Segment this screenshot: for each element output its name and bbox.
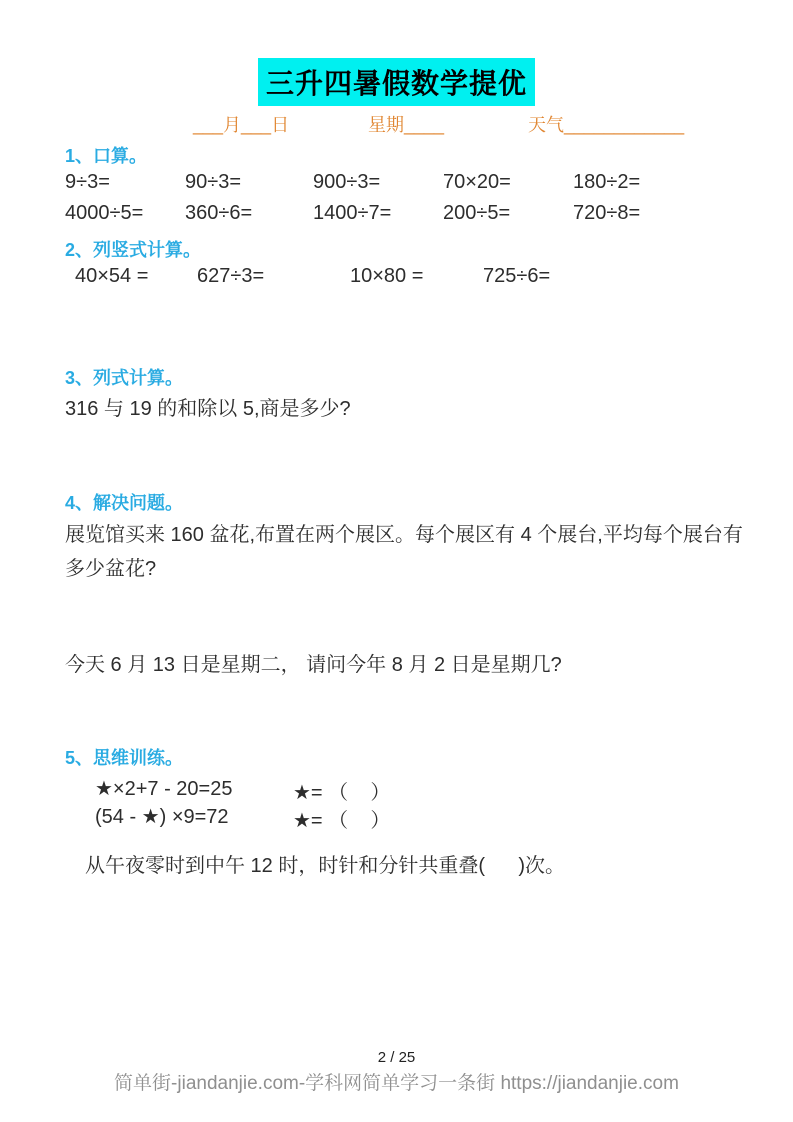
oral-math-row-2: [65, 202, 755, 225]
star-equation: ★×2+7 - 20=25: [95, 778, 233, 800]
word-problem-weekday: 今天 6 月 13 日是星期二， 请问今年 8 月 2 日是星期几?: [65, 654, 562, 676]
math-problem: 720÷8=: [573, 202, 641, 224]
title-row: [0, 58, 793, 106]
math-problem: 10×80 =: [350, 265, 424, 287]
math-problem: 200÷5=: [443, 202, 511, 224]
star-answer-blank: ★= （ ）: [293, 810, 391, 832]
math-problem: 4000÷5=: [65, 202, 144, 224]
vertical-math-row: [75, 265, 735, 288]
star-equation: (54 - ★) ×9=72: [95, 806, 229, 828]
section-5-heading: 5、思维训练。: [65, 748, 184, 768]
date-month-day-blank: ___月___日: [193, 115, 290, 135]
star-equation-row-2: [95, 804, 715, 833]
math-problem: 90÷3=: [185, 171, 242, 193]
math-problem: 900÷3=: [313, 171, 381, 193]
star-answer-blank: ★= （ ）: [293, 782, 391, 804]
footer-site-line: 简单街-jiandanjie.com-学科网简单学习一条街 https://jiandanjie.com: [114, 1073, 679, 1094]
date-week-blank: 星期____: [368, 115, 445, 135]
math-problem: 360÷6=: [185, 202, 253, 224]
section-2-heading: 2、列竖式计算。: [65, 240, 202, 260]
math-problem: 9÷3=: [65, 171, 110, 193]
math-problem: 1400÷7=: [313, 202, 392, 224]
word-problem-flowers: 展览馆买来 160 盆花,布置在两个展区。每个展区有 4 个展台,平均每个展台有多少盆花?: [65, 524, 743, 580]
page-title: 三升四暑假数学提优: [258, 58, 535, 106]
star-equation-row-1: [95, 776, 715, 805]
math-problem: 70×20=: [443, 171, 511, 193]
math-problem: 180÷2=: [573, 171, 641, 193]
math-problem: 725÷6=: [483, 265, 551, 287]
math-problem: 627÷3=: [197, 265, 265, 287]
word-problem-clock-overlap: 从午夜零时到中午 12 时，时针和分针共重叠( )次。: [85, 855, 566, 877]
page-number: 2 / 25: [377, 1049, 416, 1066]
section-3-heading: 3、列式计算。: [65, 368, 184, 388]
word-problem-sum-divide: 316 与 19 的和除以 5,商是多少?: [65, 398, 351, 420]
oral-math-row-1: [65, 171, 755, 194]
section-1-heading: 1、口算。: [65, 146, 148, 166]
section-4-heading: 4、解决问题。: [65, 493, 184, 513]
date-weather-blank: 天气____________: [528, 115, 685, 135]
math-problem: 40×54 =: [75, 265, 149, 287]
